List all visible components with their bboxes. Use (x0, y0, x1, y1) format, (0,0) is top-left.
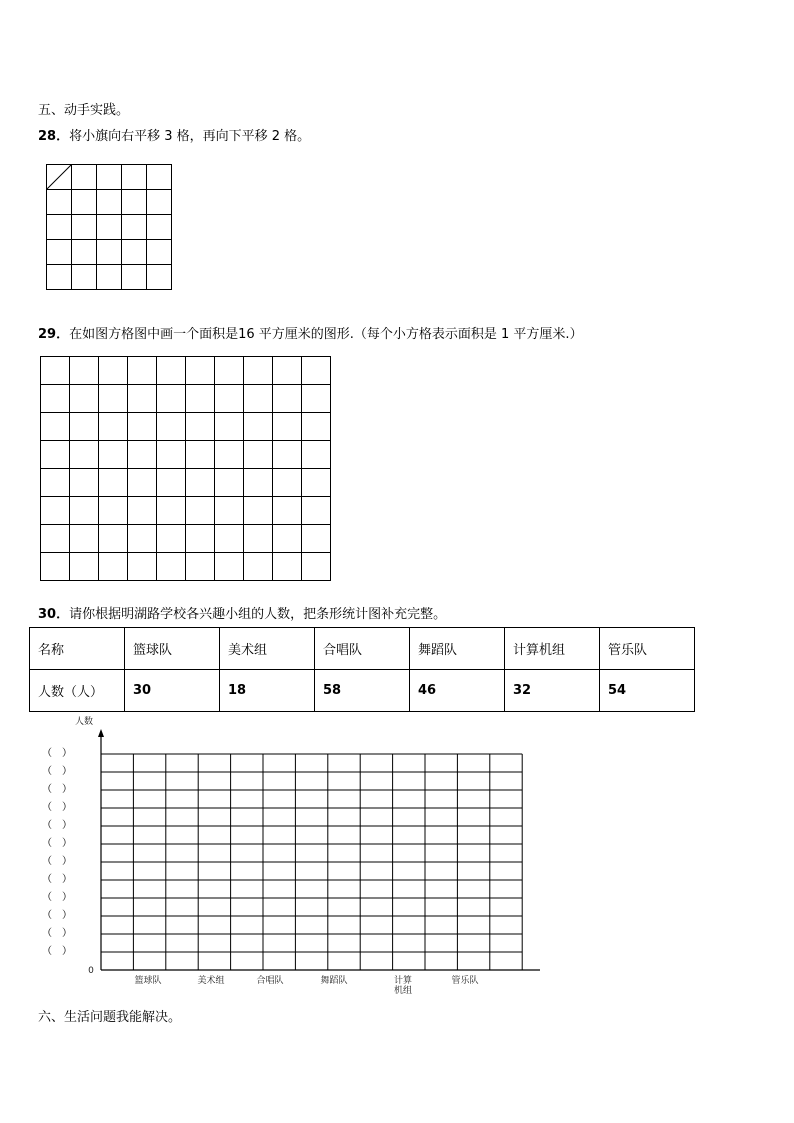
chart-y-tick-label: （ ） (42, 748, 72, 759)
table-cell-name: 舞蹈队 (410, 628, 505, 670)
table-cell-name: 美术组 (220, 628, 315, 670)
table-cell-count: 58 (315, 670, 410, 712)
chart-y-tick-label: （ ） (42, 784, 72, 795)
question-28-text: 将小旗向右平移 3 格，再向下平移 2 格。 (69, 129, 311, 144)
question-30-text: 请你根据明湖路学校各兴趣小组的人数，把条形统计图补充完整。 (69, 607, 447, 622)
table-cell-name: 管乐队 (600, 628, 695, 670)
question-30-number: 30． (38, 607, 70, 622)
table-cell-count: 46 (410, 670, 505, 712)
table-cell-name: 篮球队 (125, 628, 220, 670)
chart-category-label: 篮球队 (134, 976, 162, 986)
chart-y-tick-label: （ ） (42, 820, 72, 831)
chart-y-tick-label: （ ） (42, 838, 72, 849)
table-row-label: 人数（人） (30, 670, 125, 712)
table-cell-name: 合唱队 (315, 628, 410, 670)
chart-category-label: 合唱队 (256, 976, 284, 986)
chart-y-tick-label: （ ） (42, 892, 72, 903)
chart-y-tick-label: （ ） (42, 856, 72, 867)
question-29-text: 在如图方格图中画一个面积是16 平方厘米的图形.（每个小方格表示面积是 1 平方厘米.） (69, 327, 583, 342)
chart-y-tick-label: （ ） (42, 874, 72, 885)
chart-y-tick-label: （ ） (42, 910, 72, 921)
table-cell-name: 计算机组 (505, 628, 600, 670)
chart-y-tick-label: （ ） (42, 766, 72, 777)
question-28-number: 28． (38, 129, 70, 144)
question-29-number: 29． (38, 327, 70, 342)
table-cell-count: 54 (600, 670, 695, 712)
chart-category-label: 管乐队 (451, 976, 479, 986)
chart-y-tick-label: （ ） (42, 802, 72, 813)
chart-y-label: 人数 (74, 717, 93, 727)
chart-y-axis-arrow (98, 729, 104, 737)
chart-category-label: 计算 机组 (393, 976, 412, 996)
chart-y-tick-label: （ ） (42, 946, 72, 957)
table-header-label: 名称 (30, 628, 125, 670)
chart-category-label: 舞蹈队 (320, 976, 348, 986)
chart-y-tick-label: （ ） (42, 928, 72, 939)
chart-origin-label: 0 (88, 966, 94, 976)
section-6-heading: 六、生活问题我能解决。 (38, 1010, 182, 1025)
table-cell-count: 32 (505, 670, 600, 712)
section-5-heading: 五、动手实践。 (38, 103, 130, 118)
table-cell-count: 30 (125, 670, 220, 712)
table-cell-count: 18 (220, 670, 315, 712)
chart-category-label: 美术组 (197, 976, 225, 986)
